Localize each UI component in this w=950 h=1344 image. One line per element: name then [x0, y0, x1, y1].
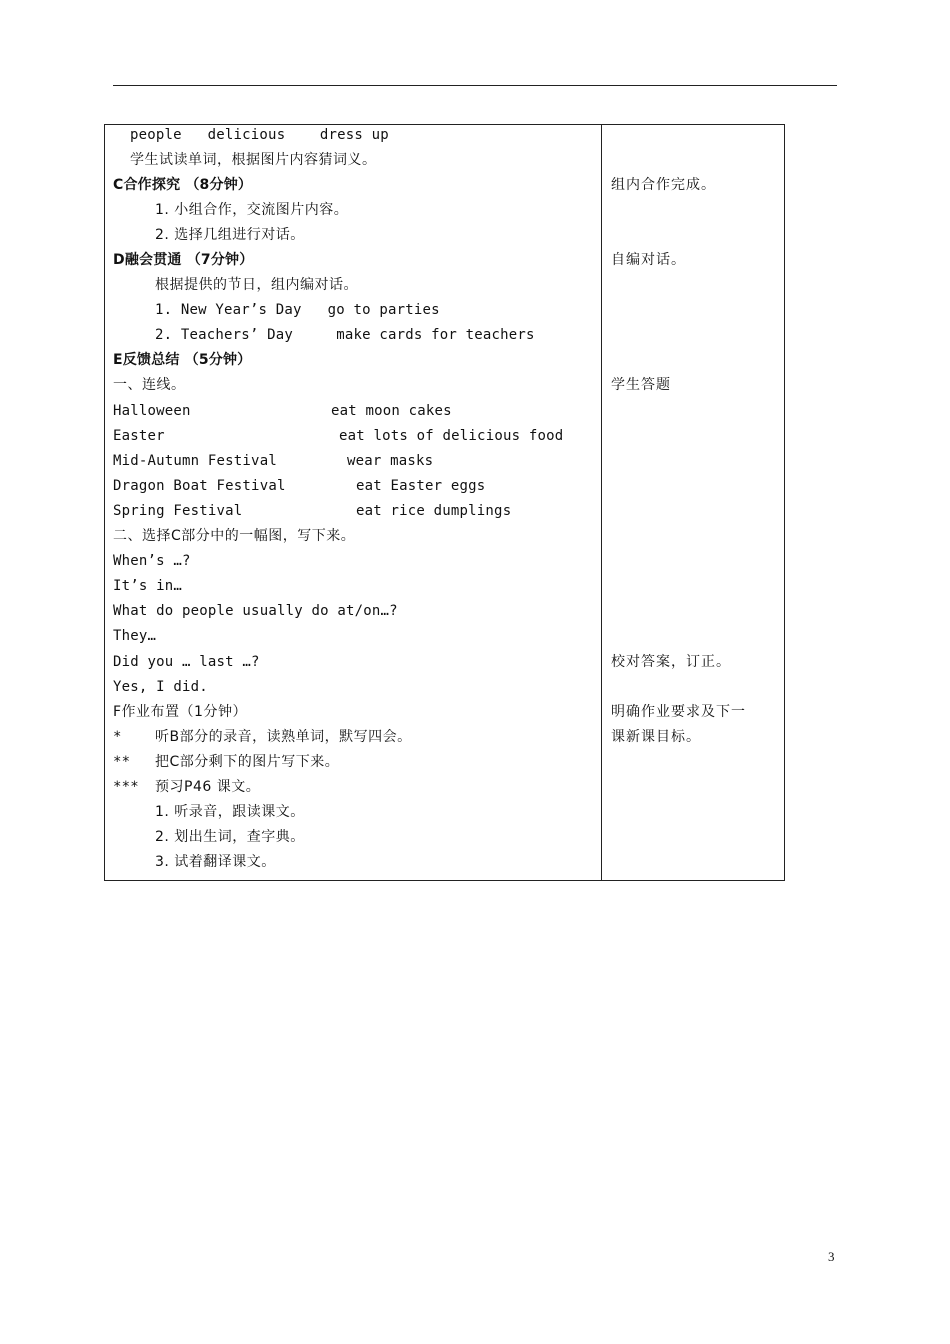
page-number: 3 — [828, 1249, 835, 1264]
matching-activity: eat moon cakes — [331, 403, 452, 419]
section-d-intro: 根据提供的节日，组内编对话。 — [155, 277, 358, 293]
vocab-instruction: 学生试读单词，根据图片内容猜词义。 — [130, 152, 377, 168]
matching-activity: eat rice dumplings — [356, 503, 512, 519]
lesson-table — [104, 124, 785, 881]
dialogue-line: They… — [113, 628, 157, 644]
dialogue-line: Did you … last …? — [113, 654, 260, 670]
section-d-item: 2. Teachers’ Day make cards for teachers — [155, 327, 535, 343]
section-c-title: C合作探究 （8分钟） — [113, 177, 253, 193]
section-d-item: 1. New Year’s Day go to parties — [155, 302, 440, 318]
top-rule — [113, 85, 837, 86]
preview-item: 2. 划出生词，查字典。 — [155, 829, 305, 845]
note-answer: 学生答题 — [611, 377, 671, 393]
homework-text: 预习P46 课文。 — [155, 779, 261, 795]
matching-activity: wear masks — [347, 453, 434, 469]
homework-text: 听B部分的录音，读熟单词，默写四会。 — [155, 729, 412, 745]
note-check: 校对答案，订正。 — [611, 654, 731, 670]
vocab-words: people delicious dress up — [130, 127, 389, 143]
dialogue-line: When’s …? — [113, 553, 191, 569]
section-c-item: 1. 小组合作，交流图片内容。 — [155, 202, 349, 218]
dialogue-line: Yes, I did. — [113, 679, 208, 695]
homework-stars: * — [113, 729, 122, 745]
note-homework-line1: 明确作业要求及下一 — [611, 704, 746, 720]
matching-activity: eat Easter eggs — [356, 478, 486, 494]
homework-text: 把C部分剩下的图片写下来。 — [155, 754, 340, 770]
section-c-item: 2. 选择几组进行对话。 — [155, 227, 305, 243]
dialogue-line: What do people usually do at/on…? — [113, 603, 398, 619]
matching-festival: Dragon Boat Festival — [113, 478, 286, 494]
section-e-title: E反馈总结 （5分钟） — [113, 352, 252, 368]
column-divider — [601, 125, 602, 880]
note-dialogue: 自编对话。 — [611, 252, 686, 268]
matching-festival: Halloween — [113, 403, 191, 419]
dialogue-line: It’s in… — [113, 578, 183, 594]
part-one-title: 一、连线。 — [113, 377, 186, 393]
preview-item: 3. 试着翻译课文。 — [155, 854, 276, 870]
note-cooperation: 组内合作完成。 — [611, 177, 716, 193]
preview-item: 1. 听录音，跟读课文。 — [155, 804, 305, 820]
homework-stars: ** — [113, 754, 131, 770]
matching-festival: Mid-Autumn Festival — [113, 453, 277, 469]
section-d-title: D融会贯通 （7分钟） — [113, 252, 254, 268]
homework-stars: *** — [113, 779, 139, 795]
section-f-title: F作业布置（1分钟） — [113, 704, 247, 720]
part-two-title: 二、选择C部分中的一幅图，写下来。 — [113, 528, 356, 544]
note-homework-line2: 课新课目标。 — [611, 729, 701, 745]
matching-festival: Spring Festival — [113, 503, 243, 519]
matching-activity: eat lots of delicious food — [339, 428, 564, 444]
matching-festival: Easter — [113, 428, 165, 444]
